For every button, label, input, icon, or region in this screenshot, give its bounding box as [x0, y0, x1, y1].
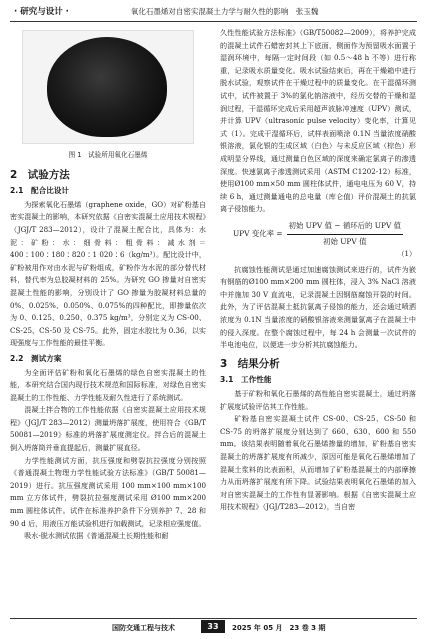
figure-caption: 图 1 试验所用氧化石墨烯	[68, 151, 148, 159]
graphene-oxide-photo	[22, 30, 194, 144]
paragraph-water-absorption: 吸水-脱水测试依据《普通混凝土长期性能和耐	[24, 531, 169, 541]
running-title: 氧化石墨烯对自密实混凝土力学与耐久性的影响 张玉魏	[130, 6, 319, 16]
section-heading-results: 3 结果分析	[220, 357, 280, 370]
formula-lhs: UPV 变化率 =	[232, 228, 283, 238]
paragraph-slump-flow: 混凝土拌合物的工作性能依据《自密实混凝土应用技术规程》（JGJ/T 283—2012）测量坍落扩展度，使用符合《GB/T 50081—2019》标准的坍落扩展度测定仪。拌合后的混凝土倒入坍落筒并垂直提起后，测量扩展直径。	[10, 405, 206, 453]
paragraph-workability-intro: 基于矿粉和氧化石墨烯的高性能自密实混凝土，通过坍落扩展度试验评估其工作性能。	[220, 389, 416, 411]
page-footer	[0, 618, 427, 636]
journal-name: 国防交通工程与技术	[112, 624, 175, 632]
paragraph-mechanical-tests: 力学性能测试方面，抗压强度和劈裂抗拉强度分别按照《普通混凝土物理力学性能试验方法标准》（GB/T 50081—2019）进行。抗压强度测试采用 100 mm×100 mm×100 mm 立方体试件，劈裂抗拉强度测试采用 Ø100 mm×200 mm 圆柱体试件。试件在标准养护条件下分别养护 7、28 和 90 d 后，用液压万能试验机进行加载测试，记录相应强度值。	[10, 455, 206, 528]
subsection-heading-mix-design: 2.1 配合比设计	[10, 186, 70, 196]
running-header	[0, 0, 427, 22]
powder-pile-image	[47, 37, 167, 137]
section-label: · 研究与设计 ·	[14, 7, 69, 17]
footer-rule	[10, 618, 417, 619]
paragraph-corrosion-test: 抗腐蚀性能测试是通过加速腐蚀测试来进行的，试件为嵌有钢筋的Ø100 mm×200 mm 圆柱体，浸入 3% NaCl 溶液中并施加 30 V 直流电，记录混凝土因钢筋腐蚀开裂的时间。此外，为了评估混凝土抵抗氯离子侵蚀的能力，还会通过喷洒浓度为 0.1N 当量浓度的硝酸银溶液来测量氯离子在混凝土中的侵入深度。在整个腐蚀过程中，每 24 h 会测量一次试件的半电池电位，以便进一步分析其抗腐蚀能力。	[220, 264, 416, 350]
paragraph-mix-design: 为探索氧化石墨烯（graphene oxide，GO）对矿粉基自密实混凝土的影响，本研究依据《自密实混凝土应用技术规程》（JGJ/T 283—2012），设计了混凝土配合比，具体为：水泥：矿粉：水：细骨料：粗骨料：减水剂＝400∶100∶180∶820∶1 020∶6（kg/m³）。配比设计中，矿粉被用作对由水泥与矿粉组成，矿粉作为水泥的部分替代材料，替代率为总胶凝材料的 25%。为研究 GO 掺量对自密实混凝土性能的影响，分别设计了 GO 掺量为胶凝材料总量的 0%、0.025%、0.050%、0.075%的四种配比，即掺量依次为 0、0.125、0.250、0.375 kg/m³，分别定义为 CS-00、CS-25、CS-50 及 CS-75。此外，固定水胶比为 0.36，以实现强度与工作性能的最佳平衡。	[10, 199, 206, 348]
subsection-heading-workability: 3.1 工作性能	[220, 375, 272, 385]
page-number: 33	[201, 620, 225, 633]
paragraph-test-plan: 为全面评估矿粉和氧化石墨烯的绿色自密实混凝土的性能，本研究结合国内现行技术规范和国际标准，对绿色自密实混凝土的工作性能、力学性能及耐久性进行了系统测试。	[10, 367, 206, 402]
equation-number: （1）	[397, 250, 416, 259]
subsection-heading-test-plan: 2.2 测试方案	[10, 353, 62, 363]
upv-formula	[220, 220, 416, 248]
formula-fraction	[287, 220, 404, 248]
formula-numerator: 初始 UPV 值 − 循环后的 UPV 值	[287, 220, 404, 235]
right-column	[220, 27, 416, 514]
header-rule	[10, 21, 417, 22]
paragraph-durability-tests: 久性性能试验方法标准》（GB/T50082—2009），将养护完成的混凝土试件石蜡密封其上下底面，侧面作为预留吸水面置于湿润环境中，每隔一定时间段（如 0.5～48 h 不等）进行称重，记录吸水质量变化。吸水试验结束后，再在干燥箱中进行脱水试验，观察试件在干燥过程中的质量变化。在干湿循环测试中，试件被置于 3%的氯化钠溶液中，经历交替的干燥和湿润过程，干湿循环完成后采用超声波脉冲速度（UPV）测试，并计算 UPV（ultrasonic pulse velocity）变化率，计算见式（1）。完成干湿循环后，试样表面喷涂 0.1N 当量浓度硝酸银溶液，氯化银的生成区域（白色）与未反应区域（棕色）形成明显分界线，通过测量白色区域的深度来确定氯离子的渗透深度。快速氯离子渗透测试采用（ASTM C1202-12）标准，使用Ø100 mm×50 mm 圆柱体试件，通电电压为 60 V，持续 6 h，通过测量通电的总电量（库仑值）评价混凝土的抗氯离子侵蚀能力。	[220, 28, 416, 214]
section-heading-test-method: 2 试验方法	[10, 168, 70, 181]
issue-info: 2025 年 05 月 23 卷 3 期	[232, 624, 326, 632]
formula-denominator: 初始 UPV 值	[323, 236, 367, 246]
paragraph-workability-results: 矿粉基自密实混凝土试件 CS-00、CS-25、CS-50 和 CS-75 的坍落扩展度分别达到了 660、630、600 和 550 mm。该结果表明随着氧化石墨烯掺量的增加，矿粉基自密实混凝土的坍落扩展度有所减少，原因可能是氧化石墨烯增加了混凝土浆料的比表面积，从而增加了矿粉基混凝土的内部摩擦力从而坍落扩展度有所下降。试验结果表明氧化石墨烯的加入对自密实混凝土的工作性有显著影响。根据《自密实混凝土应用技术规程》（JGJ/T283—2012），当自密	[220, 414, 416, 512]
left-column	[10, 27, 206, 543]
